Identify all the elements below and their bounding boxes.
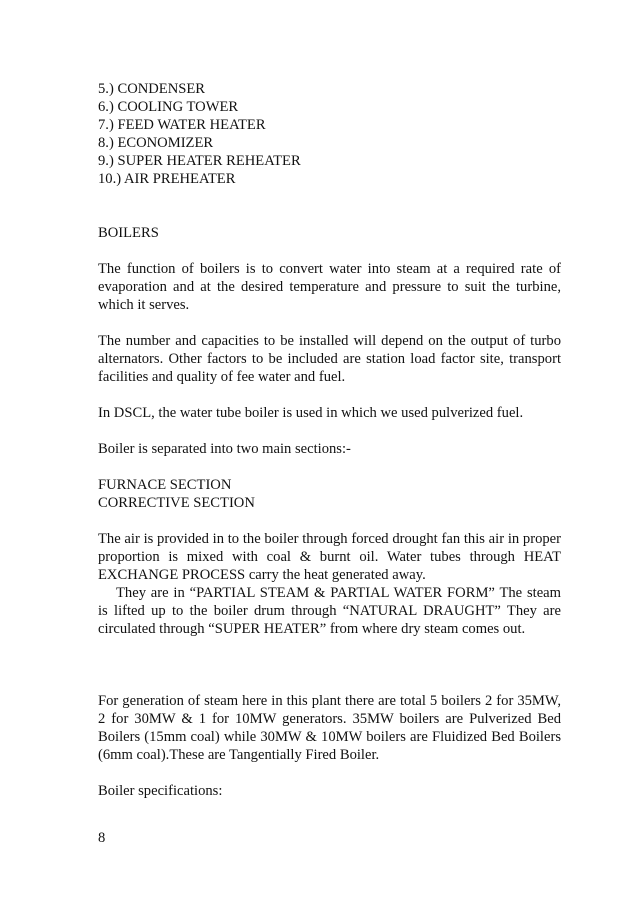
page-number: 8 bbox=[98, 830, 106, 846]
paragraph-sections: Boiler is separated into two main sections:- bbox=[98, 441, 351, 457]
paragraph-partial: They are in “PARTIAL STEAM & PARTIAL WATER FORM” The steam is lifted up to the boiler drum through “NATURAL DRAUGHT” They are circulated through “SUPER HEATER” from where dry steam comes out. bbox=[98, 585, 561, 637]
list-item: 10.) AIR PREHEATER bbox=[98, 171, 236, 187]
document-page bbox=[98, 80, 561, 800]
boilers-heading: BOILERS bbox=[98, 225, 159, 241]
paragraph-function: The function of boilers is to convert water into steam at a required rate of evaporation and at the desired temperature and pressure to suit the turbine, which it serves. bbox=[98, 261, 561, 313]
section-furnace: FURNACE SECTION bbox=[98, 477, 232, 493]
component-list bbox=[98, 80, 561, 188]
list-item: 7.) FEED WATER HEATER bbox=[98, 117, 266, 133]
paragraph-number-capacities: The number and capacities to be installed will depend on the output of turbo alternators. Other factors to be included are station load factor site, transport facilities and quality of fee water and fuel. bbox=[98, 333, 561, 385]
paragraph-generation: For generation of steam here in this plant there are total 5 boilers 2 for 35MW, 2 for 30MW & 1 for 10MW generators. 35MW boilers are Pulverized Bed Boilers (15mm coal) while 30MW & 10MW boilers are Fluidized Bed Boilers (6mm coal).These are Tangentially Fired Boiler. bbox=[98, 693, 561, 763]
paragraph-air: The air is provided in to the boiler through forced drought fan this air in proper proportion is mixed with coal & burnt oil. Water tubes through HEAT EXCHANGE PROCESS carry the heat generated away. bbox=[98, 531, 561, 583]
list-item: 8.) ECONOMIZER bbox=[98, 135, 214, 151]
list-item: 6.) COOLING TOWER bbox=[98, 99, 239, 115]
specifications-label: Boiler specifications: bbox=[98, 783, 223, 799]
paragraph-dscl: In DSCL, the water tube boiler is used in which we used pulverized fuel. bbox=[98, 405, 524, 421]
list-item: 5.) CONDENSER bbox=[98, 81, 206, 97]
section-corrective: CORRECTIVE SECTION bbox=[98, 495, 255, 511]
list-item: 9.) SUPER HEATER REHEATER bbox=[98, 153, 301, 169]
